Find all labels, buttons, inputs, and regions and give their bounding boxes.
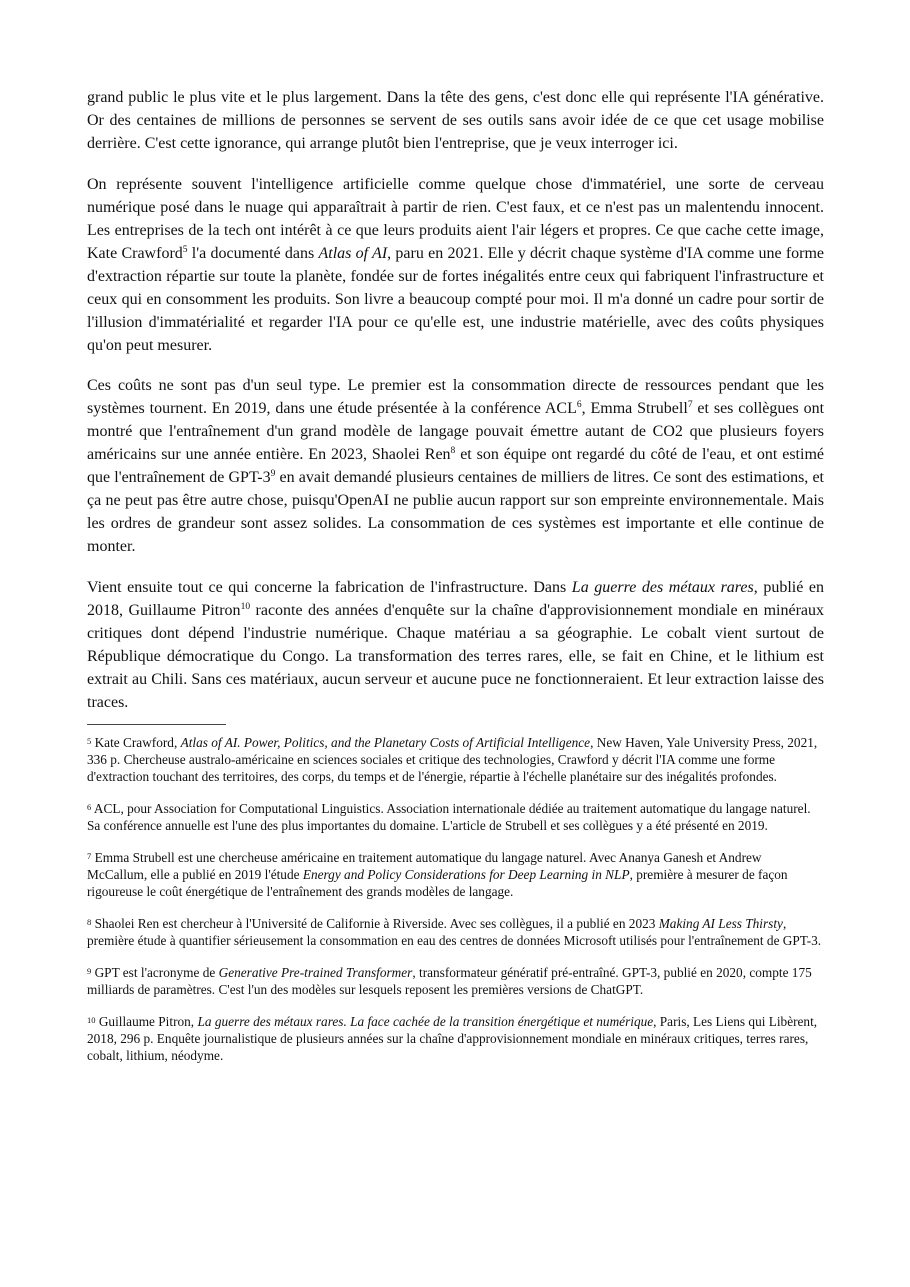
- body-paragraph-3: [87, 374, 824, 558]
- footnote-text: , première étude à quantifier sérieusement la consommation en eau des centres de données Microsoft utilisés pour l'entraînement de GPT-3.: [87, 915, 822, 948]
- footnote-ref-6[interactable]: 6: [576, 400, 582, 410]
- paragraph-text: grand public le plus vite et le plus largement. Dans la tête des gens, c'est donc elle qui représente l'IA générative. Or des centaines de millions de personnes se servent de ses outils sans avoir idée de ce que cet usage mobilise derrière. C'est cette ignorance, qui arrange plutôt bien l'entreprise, que je veux interroger ici.: [87, 89, 824, 152]
- footnote-text: ACL, pour Association for Computational Linguistics. Association internationale dédiée au traitement automatique du langage naturel. Sa conférence annuelle est l'une des plus importantes du domaine. L'article de Strubell et ses collègues y a été présenté en 2019.: [87, 800, 811, 833]
- paragraph-text: , paru en 2021. Elle y décrit chaque système d'IA comme une forme d'extraction répartie sur toute la planète, fondée sur de fortes inégalités entre ceux qui fabriquent l'infrastructure et ceux qui en consomment les produits. Son livre a beaucoup compté pour moi. Il m'a donné un cadre pour sortir de l'illusion d'immatérialité et regarder l'IA pour ce qu'elle est, une industrie matérielle, avec des coûts physiques qu'on peut mesurer.: [87, 244, 825, 354]
- paragraph-text: raconte des années d'enquête sur la chaîne d'approvisionnement mondiale en minéraux critiques dont dépend l'industrie numérique. Chaque matériau a sa géographie. Le cobalt vient surtout de République démocratique du Congo. La transformation des terres rares, elle, se fait en Chine, et le lithium est extrait au Chili. Sans ces matériaux, aucun serveur et aucune puce ne fonctionneraient. Et leur extraction laisse des traces.: [87, 601, 825, 711]
- paragraph-text: et ses collègues ont montré que l'entraînement d'un grand modèle de langage pouvait émettre autant de CO2 que plusieurs foyers américains sur une année entière. En 2023, Shaolei Ren: [87, 400, 825, 463]
- footnote-text: Kate Crawford,: [94, 734, 181, 750]
- footnote-number: 9: [87, 965, 92, 976]
- footnote-number: 5: [87, 735, 92, 746]
- paragraph-text: et son équipe ont regardé du côté de l'eau, et ont estimé que l'entraînement de GPT-3: [87, 446, 824, 486]
- footnote-7: [87, 849, 824, 900]
- footnote-9: [87, 964, 824, 998]
- footnote-separator: [87, 724, 226, 725]
- body-paragraph-1: [87, 86, 824, 155]
- book-title-metaux-rares: La guerre des métaux rares: [571, 578, 754, 596]
- document-page: [87, 86, 824, 1079]
- footnote-title: Generative Pre-trained Transformer: [218, 964, 413, 980]
- footnote-ref-10[interactable]: 10: [240, 601, 251, 612]
- footnote-title: Atlas of AI. Power, Politics, and the Planetary Costs of Artificial Intelligence: [180, 734, 591, 750]
- footnote-ref-7[interactable]: 7: [687, 400, 693, 410]
- book-title-atlas: Atlas of AI: [318, 244, 388, 262]
- footnote-5: [87, 734, 824, 785]
- paragraph-text: , publié en 2018, Guillaume Pitron: [87, 578, 825, 619]
- paragraph-text: , Emma Strubell: [581, 400, 688, 417]
- footnote-number: 10: [87, 1014, 96, 1025]
- footnote-ref-9[interactable]: 9: [270, 469, 276, 479]
- footnote-title: Energy and Policy Considerations for Deep Learning in NLP: [302, 866, 630, 882]
- footnote-text: Shaolei Ren est chercheur à l'Université de Californie à Riverside. Avec ses collègues, il a publié en 2023: [94, 915, 659, 931]
- footnote-6: [87, 800, 824, 834]
- footnote-text: , première à mesurer de façon rigoureuse le coût énergétique de l'entraînement des grands modèles de langage.: [87, 866, 788, 899]
- footnote-number: 8: [87, 916, 92, 927]
- footnote-text: Guillaume Pitron,: [98, 1013, 198, 1029]
- footnote-title: Making AI Less Thirsty: [658, 915, 783, 931]
- footnote-ref-5[interactable]: 5: [182, 244, 188, 255]
- body-paragraph-4: [87, 576, 824, 714]
- paragraph-text: On représente souvent l'intelligence artificielle comme quelque chose d'immatériel, une sorte de cerveau numérique posé dans le nuage qui apparaîtrait à partir de rien. C'est faux, et ce n'est pas un malentendu innocent. Les entreprises de la tech ont intérêt à ce que leurs produits aient l'air légers et propres. Ce que cache cette image, Kate Crawford: [87, 175, 824, 262]
- paragraph-text: Ces coûts ne sont pas d'un seul type. Le premier est la consommation directe de ressources pendant que les systèmes tournent. En 2019, dans une étude présentée à la conférence ACL: [87, 377, 824, 417]
- footnote-title: La guerre des métaux rares. La face cachée de la transition énergétique et numérique: [197, 1013, 654, 1029]
- footnote-number: 6: [87, 801, 92, 812]
- body-paragraph-2: [87, 173, 824, 357]
- footnote-text: , New Haven, Yale University Press, 2021, 336 p. Chercheuse australo-américaine en sciences sociales et critique des technologies, Crawford y décrit l'IA comme une forme d'extraction touchant des territoires, des corps, du temps et de l'énergie, répartie à l'échelle planétaire sur des inégalités profondes.: [87, 734, 818, 784]
- footnote-ref-8[interactable]: 8: [450, 446, 456, 456]
- footnote-10: [87, 1013, 824, 1064]
- footnote-number: 7: [87, 850, 92, 861]
- footnote-text: Emma Strubell est une chercheuse américaine en traitement automatique du langage naturel. Avec Ananya Ganesh et Andrew McCallum, elle a publié en 2019 l'étude: [87, 849, 762, 882]
- footnote-8: [87, 915, 824, 949]
- footnote-text: , transformateur génératif pré-entraîné. GPT-3, publié en 2020, compte 175 milliards de paramètres. C'est l'un des modèles sur lesquels reposent les premières versions de ChatGPT.: [87, 964, 812, 997]
- footnote-text: GPT est l'acronyme de: [94, 964, 219, 980]
- paragraph-text: en avait demandé plusieurs centaines de milliers de litres. Ce sont des estimations, et ça ne peut pas être autre chose, puisqu'OpenAI ne publie aucun rapport sur son empreinte environnementale. Mais les ordres de grandeur sont assez solides. La consommation de ces systèmes est importante et elle continue de monter.: [87, 469, 824, 555]
- paragraph-text: Vient ensuite tout ce qui concerne la fabrication de l'infrastructure. Dans: [87, 578, 572, 596]
- footnote-text: , Paris, Les Liens qui Libèrent, 2018, 296 p. Enquête journalistique de plusieurs années sur la chaîne d'approvisionnement mondiale en minéraux critiques, terres rares, cobalt, lithium, néodyme.: [87, 1013, 818, 1063]
- paragraph-text: l'a documenté dans: [187, 244, 319, 262]
